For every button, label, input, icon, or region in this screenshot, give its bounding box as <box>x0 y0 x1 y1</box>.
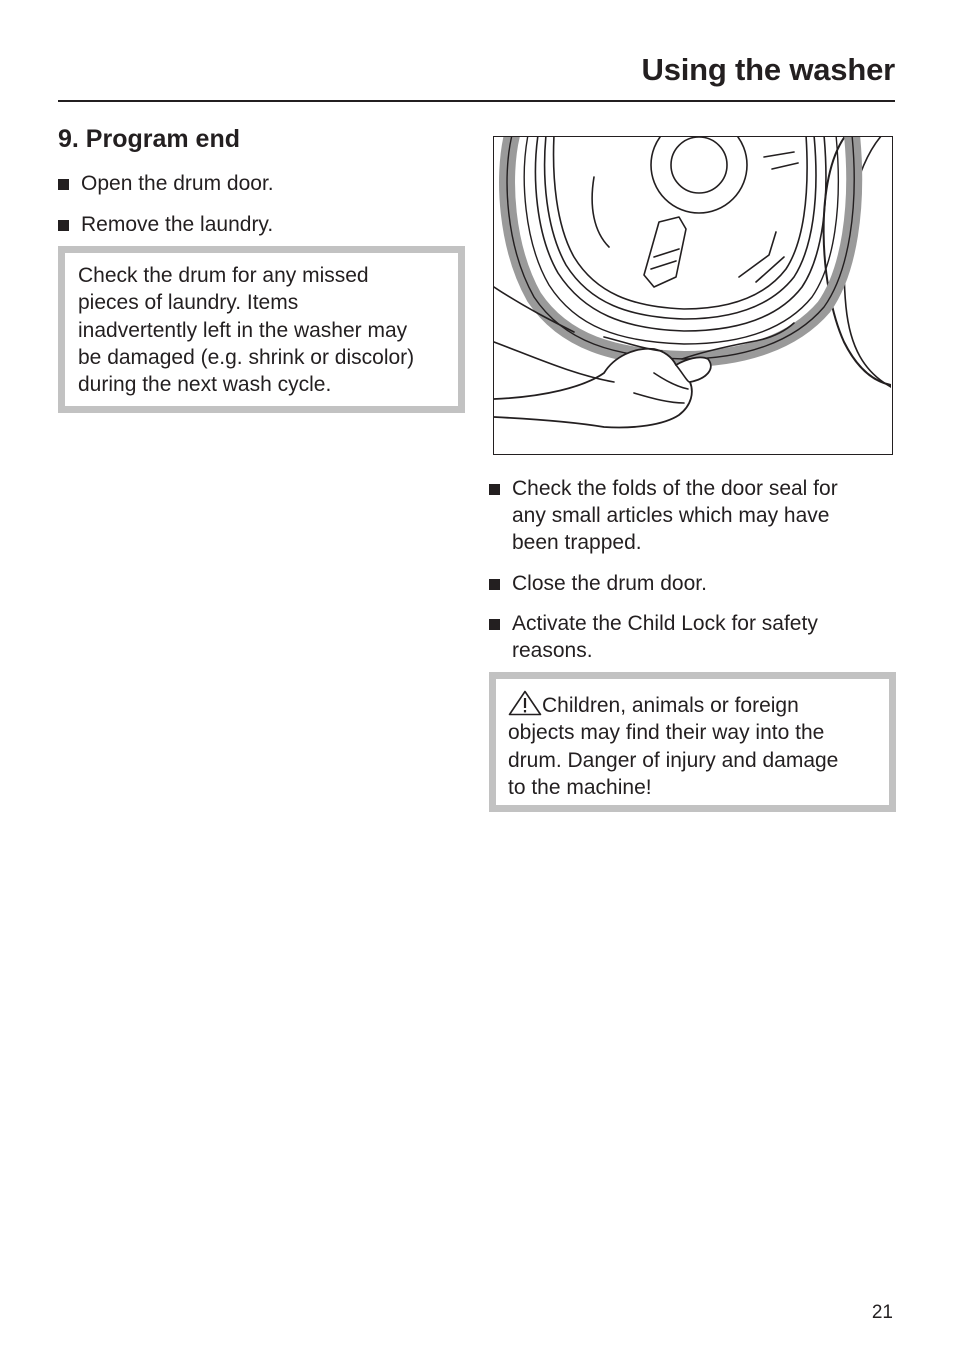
step-activate-child-lock <box>489 610 895 664</box>
step-text <box>489 610 895 664</box>
bullet-square-icon <box>58 179 69 190</box>
warning-line: to the machine! <box>508 775 652 799</box>
step-line: reasons. <box>512 639 593 662</box>
warning-triangle-icon <box>508 690 542 716</box>
step-open-drum-door <box>58 170 458 197</box>
drum-door-seal-figure <box>493 136 893 455</box>
note-box-check-drum <box>58 246 465 413</box>
warning-box <box>489 672 896 812</box>
note-line: during the next wash cycle. <box>78 373 332 397</box>
step-text: Remove the laundry. <box>81 213 274 236</box>
note-line: inadvertently left in the washer may <box>78 318 408 342</box>
step-text: Open the drum door. <box>81 172 274 195</box>
warning-line: objects may find their way into the <box>508 721 825 745</box>
page-header-title: Using the washer <box>641 52 895 87</box>
bullet-square-icon <box>489 619 500 630</box>
note-line: be damaged (e.g. shrink or discolor) <box>78 345 415 369</box>
page-number: 21 <box>871 1302 893 1323</box>
bullet-square-icon <box>489 579 500 590</box>
step-line: Activate the Child Lock for safety <box>512 612 818 635</box>
note-line: pieces of laundry. Items <box>78 291 299 315</box>
warning-text: Children, animals or foreign <box>542 694 799 717</box>
step-line: been trapped. <box>512 531 642 554</box>
step-text: Close the drum door. <box>512 572 707 595</box>
warning-line <box>508 690 885 719</box>
bullet-square-icon <box>58 220 69 231</box>
note-line: Check the drum for any missed <box>78 264 369 287</box>
step-close-drum-door <box>489 570 895 597</box>
step-remove-laundry <box>58 211 458 238</box>
section-title: 9. Program end <box>58 125 240 153</box>
step-line: any small articles which may have <box>512 504 830 527</box>
step-check-door-seal <box>489 475 895 556</box>
header-rule <box>58 100 895 102</box>
step-line: Check the folds of the door seal for <box>512 477 838 500</box>
bullet-square-icon <box>489 484 500 495</box>
drum-door-seal-illustration-icon <box>494 137 891 453</box>
step-text <box>489 475 895 556</box>
warning-line: drum. Danger of injury and damage <box>508 748 839 772</box>
